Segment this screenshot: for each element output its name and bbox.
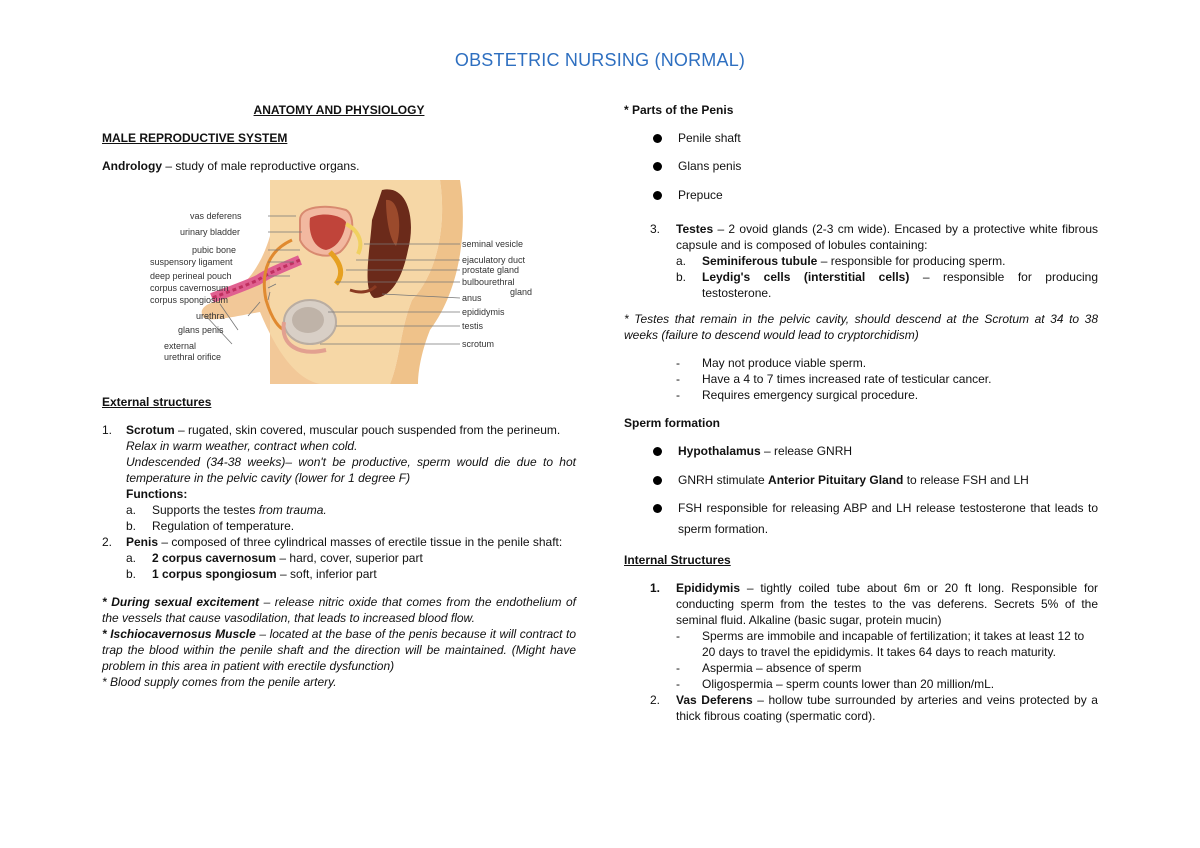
list-item-epididymis [624, 580, 1098, 692]
dash-text: Aspermia – absence of sperm [702, 661, 862, 675]
list-number: 1. [102, 423, 113, 437]
list-number: 1. [650, 581, 661, 595]
label-suspensory-ligament: suspensory ligament [150, 257, 233, 267]
dash-text: Have a 4 to 7 times increased rate of testicular cancer. [702, 372, 992, 386]
function-text: Supports the testes [152, 503, 259, 517]
note-sexual-excitement [102, 594, 576, 626]
left-column [102, 100, 576, 690]
label-anus: anus [462, 293, 482, 303]
part-text: Penile shaft [678, 131, 741, 145]
sperm-text: GNRH stimulate [678, 473, 769, 487]
sub-letter: a. [126, 551, 137, 565]
part-text: Prepuce [678, 188, 723, 202]
function-item [126, 502, 576, 518]
label-external-urethral-orifice-1: external [164, 341, 197, 351]
list-item-vas-deferens [624, 692, 1098, 724]
term-penis: Penis [126, 535, 159, 549]
testes-sub-item [676, 253, 1098, 269]
sub-def: – responsible for producing sperm. [817, 254, 1006, 268]
label-scrotum: scrotum [462, 339, 495, 349]
bullet-icon [653, 476, 662, 485]
bullet-icon [653, 134, 662, 143]
list-item [624, 130, 1098, 158]
page-title: OBSTETRIC NURSING (NORMAL) [454, 50, 746, 70]
list-item-penis [102, 534, 576, 582]
list-item [624, 187, 1098, 215]
andrology-definition [102, 158, 576, 174]
list-item: - Aspermia – absence of sperm [676, 661, 862, 675]
sperm-term: Hypothalamus [678, 444, 761, 458]
testes-dash-list [624, 355, 1098, 403]
term-scrotum: Scrotum [126, 423, 175, 437]
list-number: 2. [102, 535, 113, 549]
term-epididymis: Epididymis [676, 581, 741, 595]
label-ejaculatory-duct: ejaculatory duct [462, 255, 526, 265]
function-text: Regulation of temperature. [152, 519, 295, 533]
penis-sub-item [126, 550, 576, 566]
sperm-text: to release FSH and LH [903, 473, 1029, 487]
heading-internal-structures: Internal Structures [624, 553, 731, 567]
functions-label: Functions: [126, 487, 188, 501]
note-text: – release nitric oxide that comes from the endothelium of the vessels that cause vasodilation, that leads to increased blood flow. [102, 595, 576, 625]
list-item [624, 472, 1098, 500]
sub-letter: a. [126, 503, 137, 517]
scrotum-note-2: Undescended (34-38 weeks)– won't be productive, sperm would die due to hot temperature in the pelvic cavity (lower for 1 degree F) [126, 455, 576, 485]
label-deep-perineal-pouch: deep perineal pouch [150, 271, 232, 281]
penis-sub-item [126, 566, 576, 582]
label-bulbourethral-gland-1: bulbourethral [462, 277, 515, 287]
dash-text: May not produce viable sperm. [702, 356, 867, 370]
sperm-text: FSH responsible for releasing ABP and LH release testosterone that leads to sperm formation. [678, 501, 1098, 536]
male-anatomy-figure [150, 180, 540, 384]
part-text: Glans penis [678, 159, 742, 173]
scrotum-def: – rugated, skin covered, muscular pouch suspended from the perineum. [174, 423, 561, 437]
heading-parts-of-penis: * Parts of the Penis [624, 103, 734, 117]
sperm-term: Anterior Pituitary Gland [768, 473, 904, 487]
heading-anatomy: ANATOMY AND PHYSIOLOGY [253, 103, 425, 117]
function-text-italic: from trauma. [258, 503, 327, 517]
heading-sperm-formation: Sperm formation [624, 416, 721, 430]
sub-def: – responsible for producing testosterone. [702, 270, 1098, 300]
term-vas-deferens: Vas Deferens [676, 693, 753, 707]
vas-def: – hollow tube surrounded by arteries and veins protected by a thick fibrous coating (spermatic cord). [676, 693, 1098, 723]
label-vas-deferens: vas deferens [190, 211, 242, 221]
note-text: – located at the base of the penis because it will contract to trap the blood within the penile shaft and the direction will be maintained. (Might have problem in this area in patient with erectile dysfunction) [102, 627, 576, 673]
bullet-icon [653, 504, 662, 513]
list-number: 3. [650, 222, 661, 236]
label-corpus-spongiosum: corpus spongiosum [150, 295, 229, 305]
list-item [624, 158, 1098, 187]
andrology-def: – study of male reproductive organs. [162, 159, 360, 173]
sub-term: Seminiferous tubule [702, 254, 818, 268]
testes-sub-item [676, 269, 1098, 301]
sub-letter: b. [676, 270, 687, 284]
label-urethra: urethra [196, 311, 225, 321]
dash-text: Sperms are immobile and incapable of fertilization; it takes at least 12 to 20 days to travel the epididymis. It takes 64 days to reach maturity. [702, 629, 1085, 659]
dash-text: Oligospermia – sperm counts lower than 20 million/mL. [702, 677, 995, 691]
note-undescended-testes: * Testes that remain in the pelvic cavity, should descend at the Scrotum at 34 to 38 weeks (failure to descend would lead to cryptorchidism) [624, 312, 1098, 342]
penis-def: – composed of three cylindrical masses of erectile tissue in the penile shaft: [158, 535, 563, 549]
bullet-icon [653, 447, 662, 456]
sub-letter: b. [126, 567, 137, 581]
term-testes: Testes [676, 222, 714, 236]
scrotum-note-1: Relax in warm weather, contract when cold. [126, 439, 358, 453]
sperm-text: – release GNRH [760, 444, 853, 458]
note-term: * Ischiocavernosus Muscle [102, 627, 256, 641]
sub-term: 2 corpus cavernosum [152, 551, 277, 565]
label-urinary-bladder: urinary bladder [180, 227, 241, 237]
sperm-formation-list [624, 443, 1098, 540]
label-testis: testis [462, 321, 484, 331]
note-ischiocavernosus [102, 626, 576, 674]
bullet-icon [653, 162, 662, 171]
label-glans-penis: glans penis [178, 325, 224, 335]
parts-list [624, 130, 1098, 215]
list-item: - Requires emergency surgical procedure. [676, 388, 919, 402]
label-prostate-gland: prostate gland [462, 265, 520, 275]
list-item [624, 500, 1098, 540]
list-item-testes [624, 221, 1098, 301]
label-pubic-bone: pubic bone [192, 245, 237, 255]
label-epididymis: epididymis [462, 307, 505, 317]
sub-letter: a. [676, 254, 687, 268]
label-corpus-cavernosum: corpus cavernosum [150, 283, 229, 293]
list-item: - Sperms are immobile and incapable of fertilization; it takes at least 12 to 20 days to travel the epididymis. It takes 64 days to reach maturity. [676, 628, 1098, 660]
list-item: - Oligospermia – sperm counts lower than 20 million/mL. [676, 677, 995, 691]
dash-text: Requires emergency surgical procedure. [702, 388, 919, 402]
sub-term: Leydig's cells (interstitial cells) [702, 270, 910, 284]
heading-external-structures: External structures [102, 395, 212, 409]
sub-def: – soft, inferior part [276, 567, 377, 581]
label-seminal-vesicle: seminal vesicle [462, 239, 524, 249]
right-column [624, 100, 1098, 724]
label-external-urethral-orifice-2: urethral orifice [164, 352, 222, 362]
testes-def: – 2 ovoid glands (2-3 cm wide). Encased by a protective white fibrous capsule and is composed of lobules containing: [676, 222, 1098, 252]
note-blood-supply: * Blood supply comes from the penile artery. [102, 675, 337, 689]
label-bulbourethral-gland-2: gland [510, 287, 533, 297]
andrology-term: Andrology [102, 159, 162, 173]
bullet-icon [653, 191, 662, 200]
sub-term: 1 corpus spongiosum [152, 567, 277, 581]
sub-def: – hard, cover, superior part [276, 551, 423, 565]
list-item: - May not produce viable sperm. [676, 356, 867, 370]
epididymis-def: – tightly coiled tube about 6m or 20 ft long. Responsible for conducting sperm from the testes to the vas deferens. Secrets 5% of the seminal fluid. Alkaline (basic sugar, protein mucin) [676, 581, 1098, 627]
list-number: 2. [650, 693, 661, 707]
list-item: - Have a 4 to 7 times increased rate of testicular cancer. [676, 372, 992, 386]
note-term: * During sexual excitement [102, 595, 260, 609]
list-item-scrotum [102, 422, 576, 534]
heading-male-system: MALE REPRODUCTIVE SYSTEM [102, 131, 288, 145]
sub-letter: b. [126, 519, 137, 533]
list-item [624, 443, 1098, 472]
function-item [126, 518, 576, 534]
